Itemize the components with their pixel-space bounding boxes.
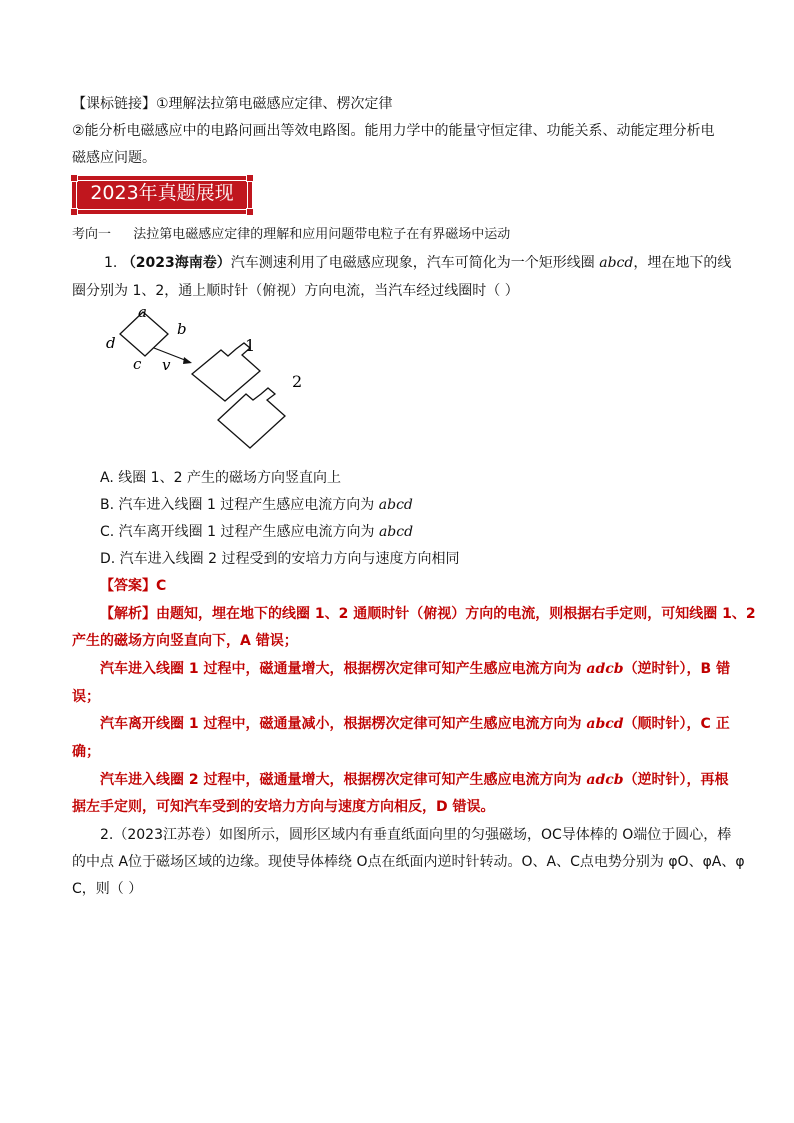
question-text: 汽车测速利用了电磁感应现象，汽车可简化为一个矩形线圈 <box>230 255 600 271</box>
option-a: A. 线圈 1、2 产生的磁场方向竖直向上 <box>100 470 341 486</box>
option-c-var: abcd <box>378 524 414 540</box>
question-2-line-3: C，则（ ） <box>72 881 143 897</box>
analysis-line-1: 【解析】由题知，埋在地下的线圈 1、2 通顺时针（俯视）方向的电流，则根据右手定则，可知线圈 1、2 <box>100 606 756 622</box>
answer-line: 【答案】C <box>100 578 167 594</box>
section-banner <box>72 176 252 214</box>
option-b-text: B. 汽车进入线圈 1 过程产生感应电流方向为 <box>100 497 379 513</box>
analysis-var: adcb <box>586 772 624 788</box>
question-2-line-2: 的中点 A位于磁场区域的边缘。现使导体棒绕 O点在纸面内逆时针转动。O、A、C点电势分别为 φO、φA、φ <box>72 854 745 870</box>
question-1-line-1 <box>104 253 731 273</box>
coil-diagram <box>100 300 340 460</box>
label-a: a <box>138 303 147 321</box>
section-heading <box>72 225 510 245</box>
section-title: 法拉第电磁感应定律的理解和应用问题带电粒子在有界磁场中运动 <box>133 227 511 242</box>
option-d: D. 汽车进入线圈 2 过程受到的安培力方向与速度方向相同 <box>100 551 460 567</box>
section-label: 考向一 <box>72 227 112 242</box>
option-b <box>100 495 413 515</box>
coil-2 <box>218 388 285 448</box>
option-c-text: C. 汽车离开线圈 1 过程产生感应电流方向为 <box>100 524 379 540</box>
question-source: （2023海南卷） <box>121 255 231 271</box>
curriculum-link-line: 【课标链接】①理解法拉第电磁感应定律、楞次定律 <box>72 96 393 112</box>
analysis-text: 汽车离开线圈 1 过程中，磁通量减小，根据楞次定律可知产生感应电流方向为 <box>100 716 587 732</box>
curriculum-link-line-3: 磁感应问题。 <box>72 150 156 166</box>
analysis-line-4: 误； <box>72 689 100 705</box>
option-b-var: abcd <box>378 497 413 513</box>
analysis-text: （逆时针），再根 <box>623 772 729 788</box>
analysis-line-7 <box>100 770 729 790</box>
question-var: abcd <box>599 255 634 271</box>
velocity-arrow-head <box>183 357 192 364</box>
analysis-var: abcd <box>586 716 624 732</box>
analysis-text: （逆时针），B 错 <box>623 661 731 677</box>
label-c: c <box>133 355 142 373</box>
analysis-text: 汽车进入线圈 1 过程中，磁通量增大，根据楞次定律可知产生感应电流方向为 <box>100 661 587 677</box>
question-number: 1. <box>104 255 118 271</box>
analysis-var: adcb <box>586 661 624 677</box>
analysis-line-6: 确； <box>72 744 100 760</box>
question-2-line-1: 2.（2023江苏卷）如图所示，圆形区域内有垂直纸面向里的匀强磁场，OC导体棒的 O端位于圆心，棒 <box>100 827 732 843</box>
label-d: d <box>106 334 116 352</box>
question-text-cont: ，埋在地下的线 <box>633 255 732 271</box>
analysis-text: （顺时针），C 正 <box>623 716 730 732</box>
analysis-line-8: 据左手定则，可知汽车受到的安培力方向与速度方向相反，D 错误。 <box>72 799 495 815</box>
analysis-line-5 <box>100 714 730 734</box>
question-1-line-2: 圈分别为 1、2，通上顺时针（俯视）方向电流，当汽车经过线圈时（ ） <box>72 283 519 299</box>
label-coil-1: 1 <box>245 336 256 355</box>
option-c <box>100 522 413 542</box>
banner-title: 2023年真题展现 <box>90 182 234 204</box>
analysis-line-3 <box>100 659 730 679</box>
label-coil-2: 2 <box>292 372 303 391</box>
label-v: v <box>162 356 171 374</box>
label-b: b <box>177 320 187 338</box>
curriculum-link-line-2: ②能分析电磁感应中的电路问画出等效电路图。能用力学中的能量守恒定律、功能关系、动能定理分析电 <box>72 123 715 139</box>
analysis-text: 汽车进入线圈 2 过程中，磁通量增大，根据楞次定律可知产生感应电流方向为 <box>100 772 587 788</box>
analysis-line-2: 产生的磁场方向竖直向下，A 错误； <box>72 633 298 649</box>
